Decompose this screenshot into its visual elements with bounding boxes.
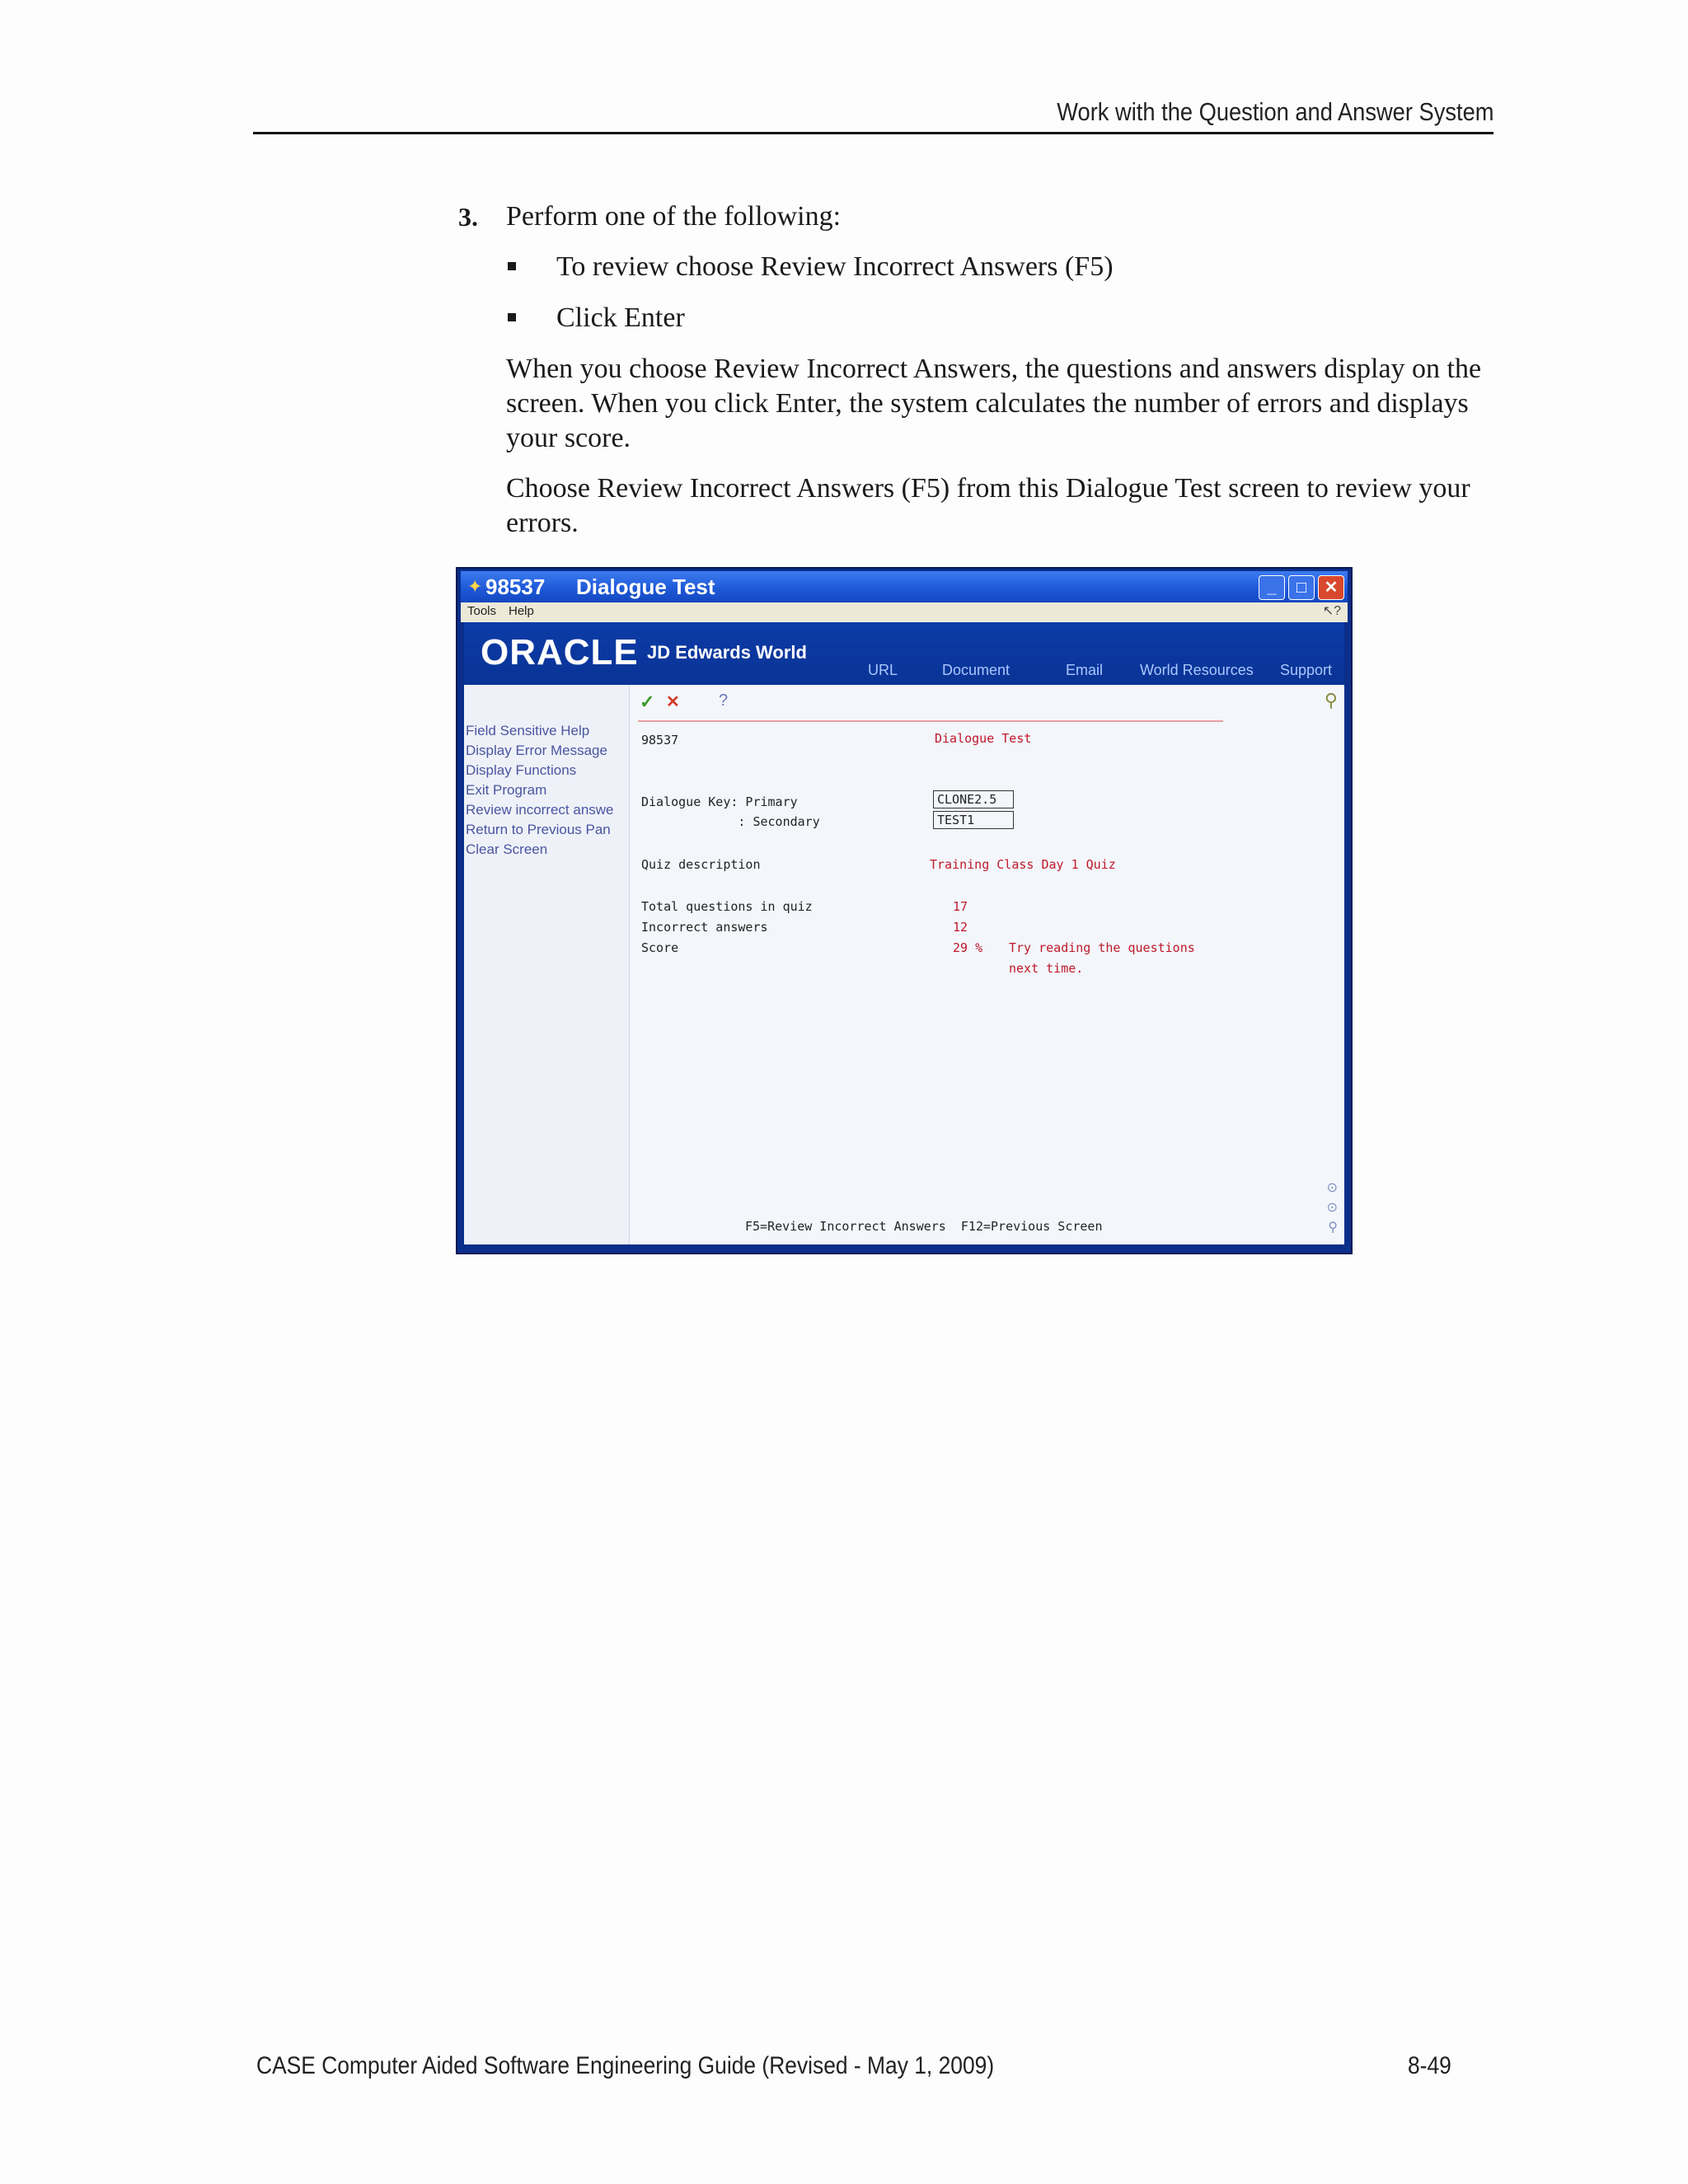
screenshot-window [456,567,1353,1254]
banner-link-world-resources[interactable]: World Resources [1140,662,1254,678]
sidebar [464,685,630,1244]
sidebar-item-display-functions[interactable]: Display Functions [466,762,577,778]
program-id: 98537 [641,733,679,748]
dialogue-key-label: Dialogue Key: Primary [641,794,798,809]
score-value: 29 % [953,940,983,955]
window-titlebar [461,571,1348,602]
banner-link-document[interactable]: Document [942,662,1010,678]
bullet-item: Click Enter [556,302,685,333]
sidebar-item-review-incorrect[interactable]: Review incorrect answe [466,802,614,818]
page-number: 8-49 [1408,2052,1451,2079]
quiz-description-value: Training Class Day 1 Quiz [930,857,1116,872]
incorrect-answers-value: 12 [953,920,968,935]
total-questions-label: Total questions in quiz [641,899,813,914]
close-button[interactable]: ✕ [1318,575,1344,600]
oracle-banner [464,622,1344,685]
menu-bar [461,602,1348,622]
score-label: Score [641,940,679,955]
divider [638,720,1223,722]
header-rule [253,132,1493,134]
function-keys-footer: F5=Review Incorrect Answers F12=Previous Screen [745,1219,1103,1234]
page-footer-title: CASE Computer Aided Software Engineering Guide (Revised - May 1, 2009) [256,2052,995,2079]
form-area [630,685,1344,1244]
score-message: Try reading the questions [1009,940,1195,955]
zoom-icon[interactable]: ⚲ [1328,1221,1338,1235]
menu-help[interactable]: Help [509,604,534,618]
step-text: Perform one of the following: [506,201,842,232]
quiz-description-label: Quiz description [641,857,761,872]
sidebar-item-exit-program[interactable]: Exit Program [466,782,547,798]
step-number: 3. [458,202,478,232]
dialogue-key-field[interactable]: CLONE2.5 [933,790,1014,808]
sidebar-item-field-help[interactable]: Field Sensitive Help [466,723,590,738]
secondary-key-label: : Secondary [641,814,820,829]
total-questions-value: 17 [953,899,968,914]
content-area [464,685,1344,1244]
bullet-marker [508,262,516,270]
app-icon: ✦ [467,576,483,597]
paragraph: Choose Review Incorrect Answers (F5) from this Dialogue Test screen to review your errors. [506,473,1470,538]
sidebar-item-error-message[interactable]: Display Error Message [466,743,607,758]
sidebar-item-clear-screen[interactable]: Clear Screen [466,841,548,857]
bullet-item: To review choose Review Incorrect Answers (F5) [556,251,1114,282]
paragraph: When you choose Review Incorrect Answers, the questions and answers display on the screen. When you click Enter, the system calculates the number of errors and displays your score. [506,354,1482,453]
incorrect-answers-label: Incorrect answers [641,920,768,935]
banner-link-support[interactable]: Support [1280,662,1333,678]
oracle-logo: ORACLE [481,632,639,673]
secondary-key-field[interactable]: TEST1 [933,811,1014,829]
bullet-marker [508,313,516,321]
window-title-code: 98537 [485,574,546,599]
banner-link-url[interactable]: URL [868,662,898,678]
sidebar-item-return-previous[interactable]: Return to Previous Pan [466,822,611,837]
window-title: Dialogue Test [576,574,715,599]
minimize-button[interactable]: _ [1259,575,1285,600]
running-head: Work with the Question and Answer System [1056,97,1493,126]
product-name: JD Edwards World [647,642,807,663]
screen-title: Dialogue Test [935,731,1032,746]
help-icon[interactable]: ? [719,691,729,710]
scroll-down-icon[interactable]: ⊙ [1326,1201,1338,1215]
help-pointer-icon[interactable]: ↖? [1322,604,1341,618]
score-message: next time. [1009,961,1084,976]
menu-tools[interactable]: Tools [467,604,497,618]
cancel-icon[interactable]: ✕ [666,693,680,711]
maximize-button[interactable]: □ [1288,575,1315,600]
scroll-up-icon[interactable]: ⊙ [1326,1181,1338,1195]
banner-link-email[interactable]: Email [1066,662,1104,678]
search-icon[interactable]: ⚲ [1324,690,1338,710]
checkmark-icon[interactable]: ✓ [640,691,655,712]
